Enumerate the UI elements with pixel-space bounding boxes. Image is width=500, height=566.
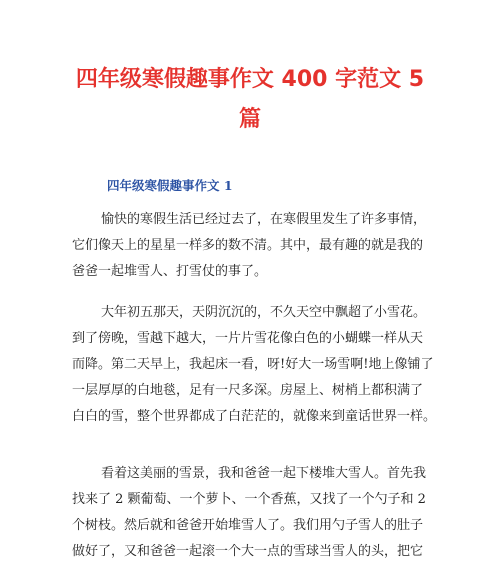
paragraph-line: 看着这美丽的雪景，我和爸爸一起下楼堆大雪人。首先我 — [101, 466, 427, 481]
paragraph-line: 白白的雪，整个世界都成了白茫茫的，就像来到童话世界一样。 — [72, 409, 437, 424]
paragraph-line: 它们像天上的星星一样多的数不清。其中，最有趣的就是我的 — [72, 238, 424, 253]
paragraph-line: 大年初五那天，天阴沉沉的，不久天空中飘超了小雪花。 — [101, 305, 427, 320]
paragraph-line: 找来了 2 颗葡萄、一个萝卜、一个香蕉，又找了一个勺子和 2 — [72, 492, 426, 507]
paragraph-1 — [72, 207, 432, 285]
section-heading: 四年级寒假趣事作文 1 — [107, 178, 233, 193]
paragraph-line: 做好了，又和爸爸一起滚一个大一点的雪球当雪人的头，把它 — [72, 544, 424, 559]
title-line: 四年级寒假趣事作文 400 字范文 5 — [75, 67, 425, 92]
paragraph-line: 爸爸一起堆雪人、打雪仗的事了。 — [72, 264, 268, 279]
paragraph-2 — [72, 300, 437, 430]
paragraph-line: 愉快的寒假生活已经过去了，在寒假里发生了许多事情， — [101, 212, 427, 227]
paragraph-line: 而降。第二天早上，我起床一看，呀!好大一场雪啊!地上像铺了 — [72, 357, 434, 372]
document-title — [60, 60, 440, 140]
paragraph-3 — [72, 461, 432, 565]
paragraph-line: 到了傍晚，雪越下越大，一片片雪花像白色的小蝴蝶一样从天 — [72, 331, 424, 346]
paragraph-line: 个树枝。然后就和爸爸开始堆雪人了。我们用勺子雪人的肚子 — [72, 518, 424, 533]
paragraph-line: 一层厚厚的白地毯，足有一尺多深。房屋上、树梢上都积满了 — [72, 383, 424, 398]
title-line: 篇 — [238, 107, 261, 132]
